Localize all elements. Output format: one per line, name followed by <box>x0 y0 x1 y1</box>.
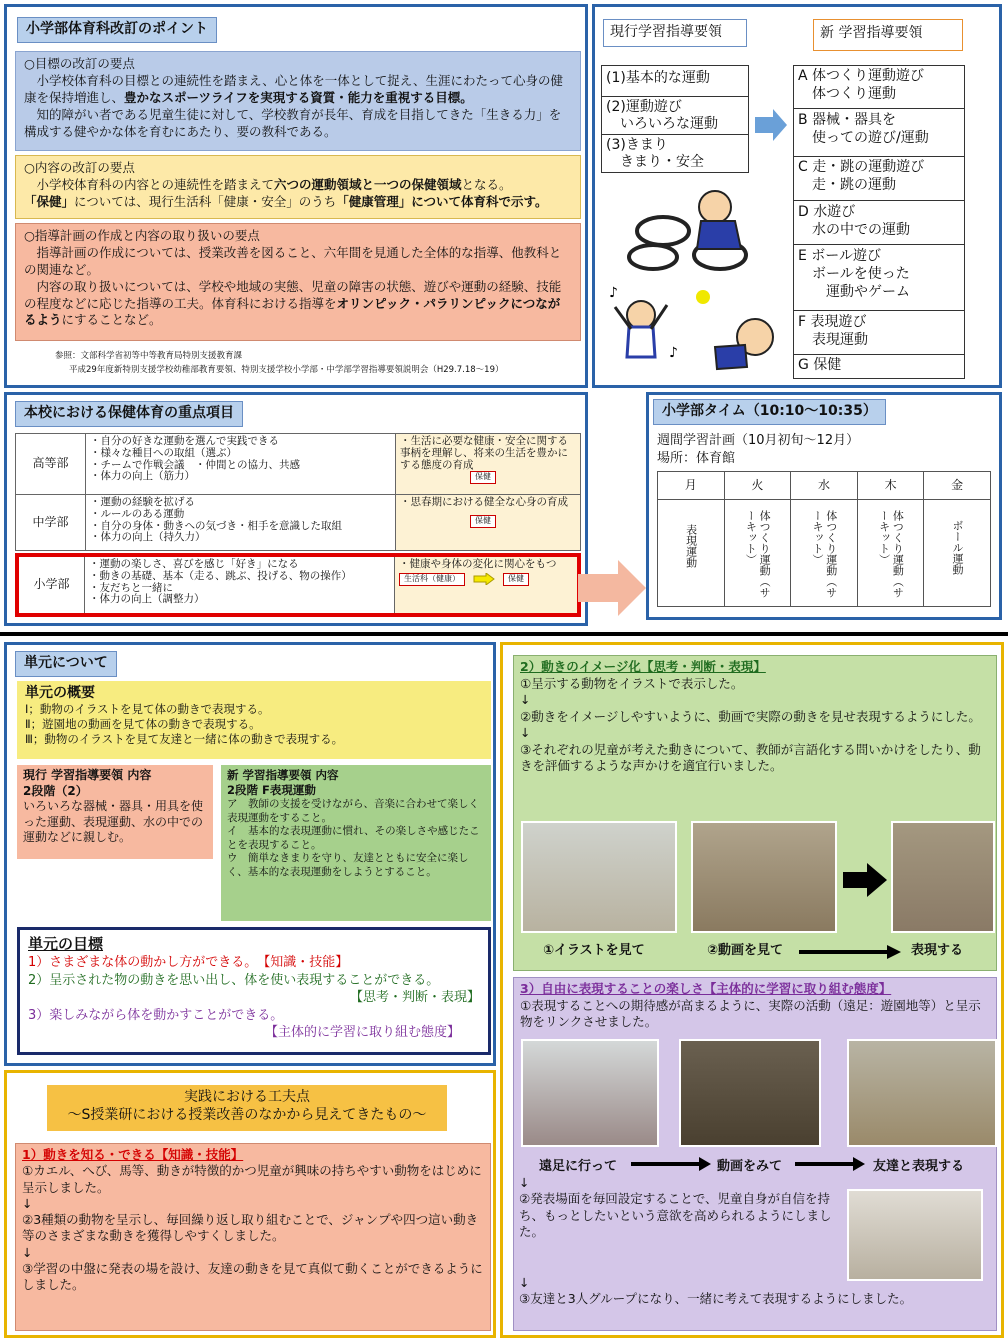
new-item: A 体つくり運動遊び 体つくり運動 <box>793 65 965 109</box>
goal-heading: ○目標の改訂の要点 <box>24 56 135 71</box>
schedule-col <box>791 472 858 606</box>
health-text: ・生活に必要な健康・安全に関する事柄を理解し、将来の生活を豊かにする態度の育成 <box>400 435 568 471</box>
health-text: ・思春期における健全な心身の育成 <box>400 496 568 508</box>
overview-item: Ⅲ；動物のイラストを見て友達と一緒に体の動きで表現する。 <box>25 732 344 747</box>
caption-video: ②動画を見て <box>707 943 784 958</box>
day-header: 木 <box>858 472 924 500</box>
free-expression-item: ①表現することへの期待感が高まるように、実際の活動（遠足：遊園地等）と呈示物をリンクさせました。 <box>520 997 981 1029</box>
practice-box <box>15 1143 491 1331</box>
new-item: G 保健 <box>793 355 965 379</box>
arrow-right-icon <box>578 560 648 616</box>
goal-2: 2）呈示された物の動きを思い出し、体を使い表現することができる。 <box>28 972 440 988</box>
practice-item: ③学習の中盤に発表の場を設け、友達の動きを見て真似て動くことができるようにしました。 <box>22 1260 483 1292</box>
image-movement-item: ③それぞれの児童が考えた動きについて、教師が言語化する問いかけをしたり、動きを評価するような声かけを適宜行いました。 <box>520 741 981 773</box>
current-item: (2)運動遊び いろいろな運動 <box>601 97 749 135</box>
dept-label: 高等部 <box>16 434 86 494</box>
photo-amusement-park <box>521 1039 659 1147</box>
new-item: C 走・跳の運動遊び 走・跳の運動 <box>793 157 965 201</box>
goal-body: 小学校体育科の目標との連続性を踏まえ、心と体を一体として捉え、生涯にわたって心身の健康を保持増進し、豊かなスポーツライフを実現する資質・能力を重視する目標。 <box>24 72 564 105</box>
day-activity: 体つくり運動（サーキット） <box>744 510 772 598</box>
new-label: 新 学習指導要領 <box>813 19 963 51</box>
health-text: ・健康や身体の変化に関心をもつ <box>399 558 557 570</box>
schedule-place: 場所：体育館 <box>657 451 736 466</box>
goal-section <box>15 51 581 151</box>
schedule-table <box>657 471 991 607</box>
day-activity: 体つくり運動（サーキット） <box>810 510 838 598</box>
table-row <box>15 495 581 551</box>
overview-item: Ⅰ；動物のイラストを見て体の動きで表現する。 <box>25 702 270 717</box>
reference-2: 平成29年度新特別支援学校幼稚部教育要領、特別支援学校小学部・中学部学習指導要領説明会（H29.7.18～19） <box>69 365 504 375</box>
plan-body2: 内容の取り扱いについては、学校や地域の実態、児童の障害の状態、遊びや運動の経験、技能の程度などに応じた指導の工夫。体育科における指導をオリンピック・パラリンピックにつながるようにすることなど。 <box>24 278 562 328</box>
dept-health <box>395 557 577 613</box>
dept-label: 中学部 <box>16 495 86 550</box>
caption-illustration: ①イラストを見て <box>543 943 645 958</box>
dept-health <box>396 495 580 550</box>
current-item: (3)きまり きまり・安全 <box>601 135 749 173</box>
dept-items: ・自分の好きな運動を選んで実践できる ・様々な種目への取組（選ぶ） ・チームで作戦会議 ・仲間との協力、共感 ・体力の向上（筋力） <box>86 434 396 494</box>
image-movement-arrow: ↓ <box>520 725 531 740</box>
overview-heading: 単元の概要 <box>25 685 95 701</box>
image-movement-arrow: ↓ <box>520 692 531 707</box>
caption-expression: 表現する <box>911 943 964 958</box>
panel-curriculum-compare <box>592 4 1002 388</box>
day-activity: ボール運動 <box>951 520 965 575</box>
panel-focus-items <box>4 392 588 626</box>
new-content-item: イ 基本的な表現運動に慣れ、その楽しさや感じたことを表現すること。 <box>227 825 480 851</box>
image-movement-item: ①呈示する動物をイラストで表示した。 <box>520 675 744 691</box>
dept-health <box>396 434 580 494</box>
schedule-period: 週間学習計画（10月初旬～12月） <box>657 433 860 448</box>
plan-body: 指導計画の作成については、授業改善を図ること、六年間を見通した全体的な指導、他教科との関連など。 <box>24 244 562 277</box>
goal-1: 1）さまざまな体の動かし方ができる。 【知識・技能】 <box>28 955 349 971</box>
free-expression-item: ②発表場面を毎回設定することで、児童自身が自信を持ち、もっとしたいという意欲を高められるようにしました。 <box>519 1191 832 1239</box>
divider <box>0 632 1008 636</box>
practice-arrow: ↓ <box>22 1195 33 1211</box>
practice-arrow: ↓ <box>22 1244 33 1260</box>
current-content-body: いろいろな器械・器具・用具を使った運動、表現運動、水の中での運動などに親しむ。 <box>23 799 204 845</box>
photo-video <box>691 821 837 933</box>
arrow-right-icon <box>631 1157 713 1171</box>
new-content-sub: 2段階 F表現運動 <box>227 782 316 797</box>
arrow-right-icon <box>795 1157 867 1171</box>
caption-express-together: 友達と表現する <box>873 1159 965 1174</box>
current-content-heading: 現行 学習指導要領 内容 <box>23 768 152 782</box>
content-section <box>15 155 581 219</box>
life-tag: 生活科（健康） <box>399 573 465 586</box>
day-activity: 体つくり運動（サーキット） <box>877 510 905 598</box>
table-row <box>15 433 581 495</box>
goals-heading: 単元の目標 <box>28 935 104 953</box>
practice-title-2: ～S授業研における授業改善のなかから見えてきたもの～ <box>67 1106 427 1123</box>
children-playing-illustration <box>605 187 785 377</box>
focus-table <box>15 433 581 621</box>
free-expression-item: ③友達と3人グループになり、一緒に考えて表現するようにしました。 <box>519 1291 913 1306</box>
dept-items: ・運動の経験を拡げる ・ルールのある運動 ・自分の身体・動きへの気づき・相手を意識した取組 ・体力の向上（持久力） <box>86 495 396 550</box>
table-row-highlight <box>15 553 581 617</box>
elementary-time-title: 小学部タイム（10:10～10:35） <box>653 399 886 425</box>
caption-watch-video: 動画をみて <box>717 1159 783 1174</box>
plan-section <box>15 223 581 341</box>
unit-overview <box>17 681 491 759</box>
schedule-col <box>725 472 792 606</box>
current-content <box>17 765 213 859</box>
photo-presentation <box>847 1189 983 1281</box>
overview-item: Ⅱ；遊園地の動画を見て体の動きで表現する。 <box>25 717 261 732</box>
health-tag: 保健 <box>470 471 496 484</box>
dept-items: ・運動の楽しさ、喜びを感じ「好き」になる ・動きの基礎、基本（走る、跳ぶ、投げる、物の操作） ・友だちと一緒に ・体力の向上（調整力） <box>85 557 395 613</box>
schedule-col <box>858 472 925 606</box>
photo-expression <box>891 821 995 933</box>
practice-heading: 1）動きを知る・できる【知識・技能】 <box>22 1147 244 1162</box>
new-content-heading: 新 学習指導要領 内容 <box>227 768 339 782</box>
caption-field-trip: 遠足に行って <box>539 1159 618 1174</box>
focus-title: 本校における保健体育の重点項目 <box>15 401 243 427</box>
photo-watch-video <box>679 1039 821 1147</box>
reference-1: 参照：文部科学省初等中等教育局特別支援教育課 <box>55 351 243 361</box>
svg-text:♪: ♪ <box>669 345 678 361</box>
panel-unit-about <box>4 642 496 1066</box>
arrow-right-icon <box>753 107 789 143</box>
new-item-list <box>793 65 965 379</box>
image-movement-item: ②動きをイメージしやすいように、動画で実際の動きを見せ表現するようにした。 <box>520 708 981 724</box>
arrow-right-icon <box>799 945 903 959</box>
new-content <box>221 765 491 921</box>
schedule-col <box>658 472 725 606</box>
content-body: 小学校体育科の内容との連続性を踏まえて六つの運動領域と一つの保健領域となる。 <box>24 176 512 192</box>
practice-title-1: 実践における工夫点 <box>184 1089 310 1105</box>
panel-elementary-time <box>646 392 1002 620</box>
svg-text:♪: ♪ <box>609 285 618 301</box>
goal-2-tag: 【思考・判断・表現】 <box>349 990 480 1006</box>
arrow-right-icon <box>473 573 495 585</box>
current-item: (1)基本的な運動 <box>601 65 749 97</box>
current-item-list <box>601 65 749 173</box>
current-content-sub: 2段階（2） <box>23 783 88 798</box>
photo-group-expression <box>847 1039 997 1147</box>
free-expression-arrow: ↓ <box>519 1175 530 1190</box>
day-header: 水 <box>791 472 857 500</box>
health-tags <box>399 573 573 586</box>
panel-revision-points <box>4 4 588 388</box>
photo-illustration <box>521 821 677 933</box>
new-item: D 水遊び 水の中での運動 <box>793 201 965 245</box>
dept-label: 小学部 <box>19 557 85 613</box>
new-content-item: ウ 簡単なきまりを守り、友達とともに安全に楽しく、基本的な表現運動をしようとすること。 <box>227 852 469 879</box>
current-label: 現行学習指導要領 <box>603 19 747 47</box>
schedule-col <box>924 472 990 606</box>
new-content-item: ア 教師の支援を受けながら、音楽に合わせて楽しく表現運動をすること。 <box>227 797 479 824</box>
unit-goals <box>17 927 491 1055</box>
revision-title: 小学部体育科改訂のポイント <box>17 17 217 43</box>
day-activity: 表現運動 <box>684 524 698 568</box>
goal-3: 3）楽しみながら体を動かすことができる。 <box>28 1007 284 1023</box>
panel-practice-right <box>500 642 1004 1338</box>
new-item: B 器械・器具を 使っての遊び/運動 <box>793 109 965 157</box>
practice-title <box>47 1085 447 1131</box>
image-movement-heading: 2）動きのイメージ化【思考・判断・表現】 <box>520 659 766 674</box>
arrow-right-icon <box>843 863 889 897</box>
goal-3-tag: 【主体的に学習に取り組む態度】 <box>264 1025 460 1041</box>
free-expression-heading: 3）自由に表現することの楽しさ【主体的に学習に取り組む態度】 <box>520 981 892 996</box>
unit-title: 単元について <box>15 651 117 677</box>
day-header: 火 <box>725 472 791 500</box>
practice-item: ②3種類の動物を呈示し、毎回繰り返し取り組むことで、ジャンプや四つ這い動き等のさまざまな動きを獲得しやすくしました。 <box>22 1212 479 1244</box>
health-tag: 保健 <box>470 515 496 528</box>
content-heading: ○内容の改訂の要点 <box>24 160 135 175</box>
new-item: E ボール遊び ボールを使った 運動やゲーム <box>793 245 965 311</box>
day-header: 月 <box>658 472 724 500</box>
practice-item: ①カエル、へび、馬等、動きが特徴的かつ児童が興味の持ちやすい動物をはじめに呈示しました。 <box>22 1163 482 1195</box>
plan-heading: ○指導計画の作成と内容の取り扱いの要点 <box>24 228 260 243</box>
day-header: 金 <box>924 472 990 500</box>
content-body2: 「保健」については、現行生活科「健康・安全」のうち「健康管理」について体育科で示す。 <box>24 193 548 209</box>
free-expression-arrow: ↓ <box>519 1275 530 1290</box>
goal-body2: 知的障がい者である児童生徒に対して、学校教育が長年、育成を目指してきた「生きる力」を構成する健やかな体を育むにあたり、要の教科である。 <box>24 106 562 139</box>
new-item: F 表現遊び 表現運動 <box>793 311 965 355</box>
health-tag: 保健 <box>503 573 529 586</box>
panel-practice-points <box>4 1070 496 1338</box>
